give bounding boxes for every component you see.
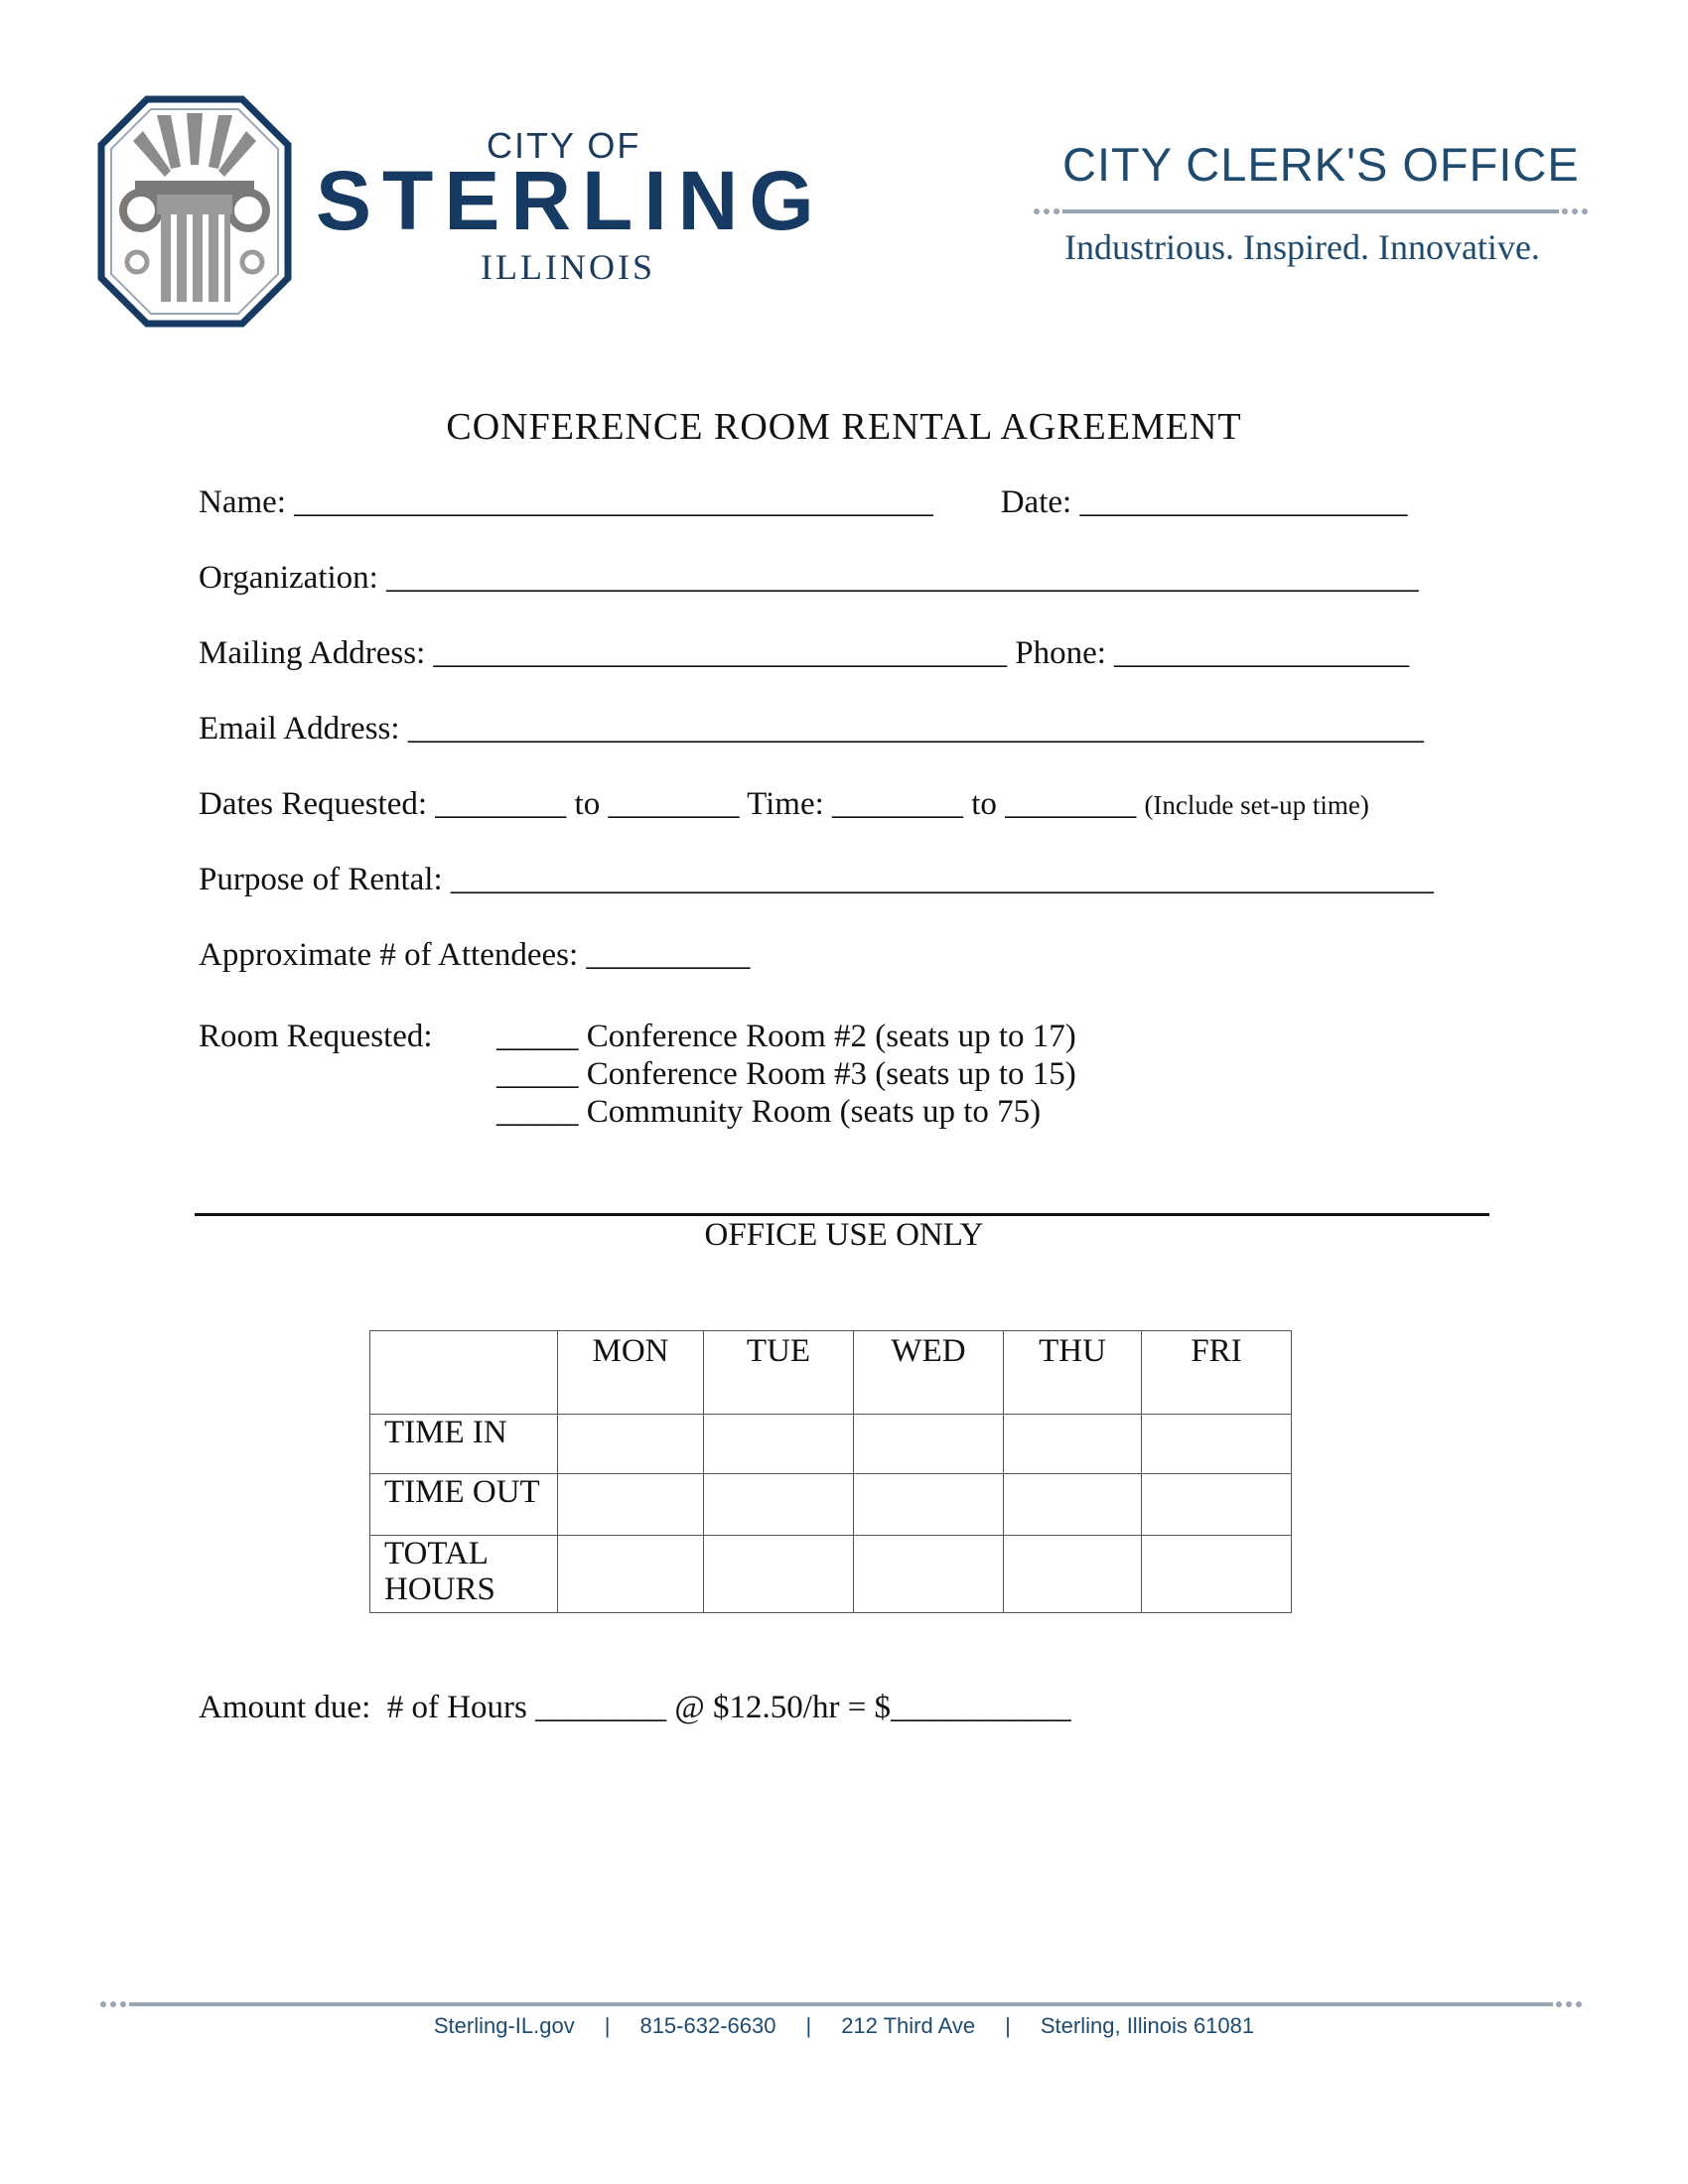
header-divider <box>1033 205 1589 218</box>
table-cell[interactable] <box>558 1415 704 1474</box>
amount-due-row <box>199 1690 1071 1726</box>
row-header: TOTAL HOURS <box>370 1536 558 1613</box>
day-header: MON <box>558 1331 704 1415</box>
dates-label: Dates Requested: <box>199 786 428 822</box>
logo-illinois: ILLINOIS <box>481 247 655 287</box>
day-header: THU <box>1004 1331 1142 1415</box>
time-to-field[interactable]: ________ <box>1005 786 1137 822</box>
mailing-address-field[interactable]: ___________________________________ <box>433 635 1007 671</box>
hours-label: # of Hours <box>386 1690 527 1725</box>
dates-to-field[interactable]: ________ <box>608 786 740 822</box>
date-label: Date: <box>1000 484 1072 520</box>
row-header: TIME OUT <box>370 1474 558 1536</box>
footer-phone: 815-632-6630 <box>639 2013 776 2038</box>
mailing-row <box>199 635 1409 672</box>
logo-city-of: CITY OF <box>487 125 641 166</box>
table-cell[interactable] <box>704 1536 854 1613</box>
email-row <box>199 711 1424 748</box>
time-label: Time: <box>747 786 824 822</box>
footer-divider <box>99 1997 1583 2011</box>
dates-row <box>199 786 1369 823</box>
footer-separator: | <box>1005 2013 1011 2038</box>
email-label: Email Address: <box>199 711 400 747</box>
day-header: WED <box>854 1331 1004 1415</box>
amount-due-label: Amount due: <box>199 1690 371 1725</box>
attendees-field[interactable]: __________ <box>586 937 751 973</box>
email-field[interactable]: ______________________________________________________________ <box>407 711 1424 747</box>
table-cell[interactable] <box>1004 1415 1142 1474</box>
table-row <box>370 1415 1292 1474</box>
dates-from-field[interactable]: ________ <box>435 786 567 822</box>
name-row <box>199 484 1407 521</box>
logo-sterling: STERLING <box>316 154 825 247</box>
table-cell[interactable] <box>1142 1536 1292 1613</box>
total-field[interactable]: ___________ <box>891 1690 1071 1725</box>
office-use-table <box>369 1330 1292 1613</box>
table-cell[interactable] <box>854 1415 1004 1474</box>
footer-separator: | <box>805 2013 812 2038</box>
phone-label: Phone: <box>1015 635 1106 671</box>
office-use-title: OFFICE USE ONLY <box>704 1217 984 1253</box>
time-from-field[interactable]: ________ <box>832 786 964 822</box>
footer-address: 212 Third Ave <box>841 2013 976 2038</box>
name-label: Name: <box>199 484 286 520</box>
table-cell[interactable] <box>1004 1536 1142 1613</box>
dates-to-word: to <box>574 786 601 822</box>
room-option <box>496 1056 1076 1093</box>
table-cell[interactable] <box>558 1536 704 1613</box>
organization-label: Organization: <box>199 560 378 596</box>
table-corner-cell <box>370 1331 558 1415</box>
room-option-label: Conference Room #3 (seats up to 15) <box>586 1056 1076 1092</box>
row-header: TIME IN <box>370 1415 558 1474</box>
table-cell[interactable] <box>704 1474 854 1536</box>
day-header: TUE <box>704 1331 854 1415</box>
purpose-field[interactable]: ____________________________________________________________ <box>450 862 1434 897</box>
mailing-address-label: Mailing Address: <box>199 635 426 671</box>
office-divider <box>195 1213 1489 1216</box>
footer-city: Sterling, Illinois 61081 <box>1040 2013 1255 2038</box>
footer <box>0 2013 1688 2039</box>
organization-field[interactable]: _______________________________________________________________ <box>386 560 1419 596</box>
table-cell[interactable] <box>1004 1474 1142 1536</box>
footer-website[interactable]: Sterling-IL.gov <box>433 2013 575 2038</box>
room-option <box>496 1019 1076 1055</box>
room-option <box>496 1094 1041 1131</box>
table-cell[interactable] <box>854 1474 1004 1536</box>
room-option-blank[interactable]: _____ <box>496 1094 579 1130</box>
room-option-label: Community Room (seats up to 75) <box>586 1094 1042 1130</box>
attendees-row <box>199 937 750 974</box>
tagline: Industrious. Inspired. Innovative. <box>1064 227 1540 267</box>
table-row <box>370 1536 1292 1613</box>
room-option-label: Conference Room #2 (seats up to 17) <box>586 1019 1076 1054</box>
rate-text: @ $12.50/hr = $ <box>674 1690 892 1725</box>
table-cell[interactable] <box>704 1415 854 1474</box>
table-cell[interactable] <box>854 1536 1004 1613</box>
hours-field[interactable]: ________ <box>535 1690 667 1725</box>
form-title: CONFERENCE ROOM RENTAL AGREEMENT <box>446 406 1242 448</box>
table-cell[interactable] <box>558 1474 704 1536</box>
room-requested-label: Room Requested: <box>199 1019 433 1054</box>
attendees-label: Approximate # of Attendees: <box>199 937 579 973</box>
name-field[interactable]: _______________________________________ <box>294 484 933 520</box>
room-option-blank[interactable]: _____ <box>496 1019 579 1054</box>
room-option-blank[interactable]: _____ <box>496 1056 579 1092</box>
phone-field[interactable]: __________________ <box>1114 635 1410 671</box>
setup-note: (Include set-up time) <box>1144 790 1369 820</box>
office-heading: CITY CLERK'S OFFICE <box>1062 138 1580 191</box>
logo-column-icon <box>97 95 292 328</box>
table-cell[interactable] <box>1142 1474 1292 1536</box>
purpose-row <box>199 862 1434 898</box>
date-field[interactable]: ____________________ <box>1079 484 1408 520</box>
day-header: FRI <box>1142 1331 1292 1415</box>
purpose-label: Purpose of Rental: <box>199 862 443 897</box>
footer-separator: | <box>604 2013 611 2038</box>
table-cell[interactable] <box>1142 1415 1292 1474</box>
organization-row <box>199 560 1419 597</box>
table-row <box>370 1474 1292 1536</box>
time-to-word: to <box>971 786 997 822</box>
